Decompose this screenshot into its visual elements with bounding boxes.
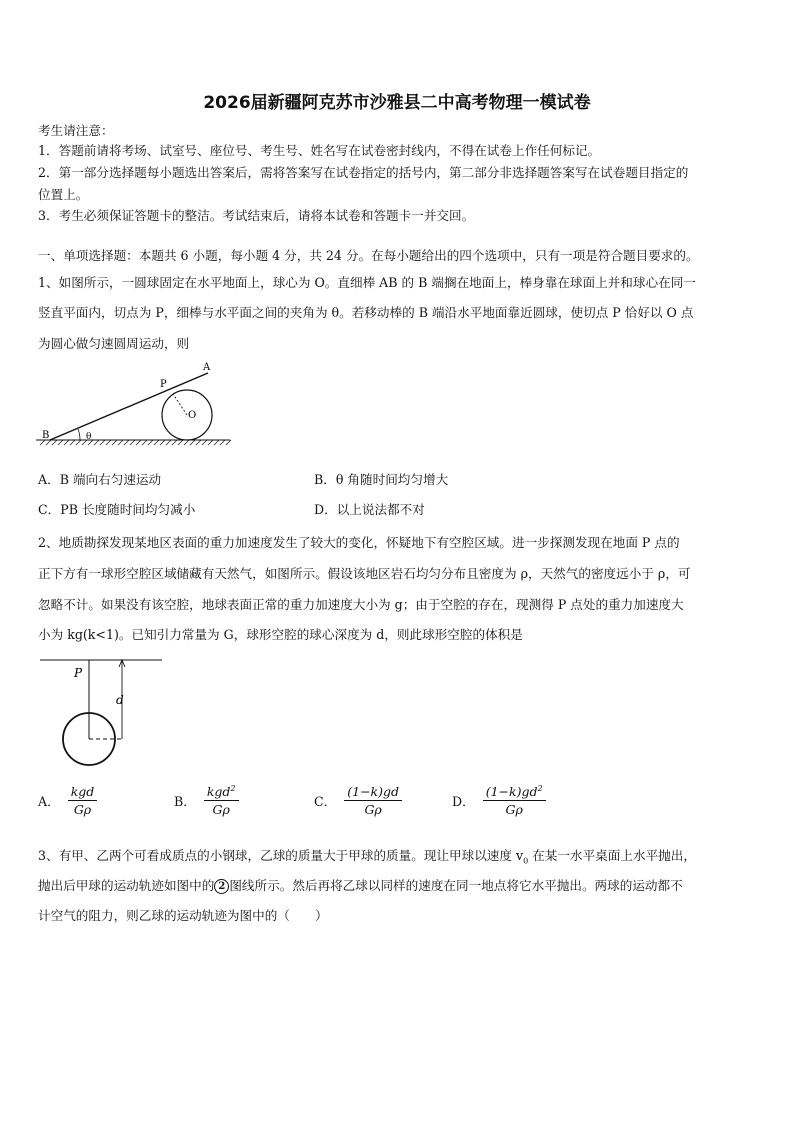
label-theta: θ — [86, 432, 92, 442]
question-1-text: 为圆心做匀速圆周运动，则 — [38, 336, 190, 351]
label-b: B — [42, 430, 50, 441]
label-d: d — [116, 693, 124, 707]
notice-heading: 考生请注意： — [38, 123, 114, 138]
question-1-option-b: B．θ 角随时间均匀增大 — [314, 472, 449, 487]
question-1-option-c: C．PB 长度随时间均匀减小 — [38, 502, 196, 517]
question-1-text: 竖直平面内，切点为 P，细棒与水平面之间的夹角为 θ。若移动棒的 B 端沿水平地面靠近圆球，使切点 P 恰好以 O 点 — [38, 305, 694, 320]
notice-line: 3．考生必须保证答题卡的整洁。考试结束后，请将本试卷和答题卡一并交回。 — [38, 208, 475, 223]
circled-number: 2 — [214, 879, 229, 894]
label-p: P — [160, 379, 167, 390]
page-title: 2026届新疆阿克苏市沙雅县二中高考物理一模试卷 — [203, 93, 591, 113]
question-1-option-a: A．B 端向右匀速运动 — [38, 472, 162, 487]
question-2-text: 2、地质勘探发现某地区表面的重力加速度发生了较大的变化，怀疑地下有空腔区域。进一步探测发现在地面 P 点的 — [38, 535, 680, 550]
question-2-figure — [36, 652, 171, 772]
question-2-option-d: D． $\frac{(1-k)gd^2}{G\rho}$ — [452, 784, 546, 817]
question-2-option-c: C． $\frac{(1-k)gd}{G\rho}$ — [314, 784, 402, 817]
question-2-option-b: B． $\frac{kgd^2}{G\rho}$ — [174, 784, 239, 817]
notice-line: 位置上。 — [38, 187, 89, 202]
question-3-text: 3、有甲、乙两个可看成质点的小钢球，乙球的质量大于甲球的质量。现让甲球以速度 $v_0$ 在某一水平桌面上水平抛出， — [38, 848, 696, 866]
section-heading: 一、单项选择题：本题共 6 小题，每小题 4 分，共 24 分。在每小题给出的四个选项中，只有一项是符合题目要求的。 — [38, 248, 699, 263]
question-1-figure — [36, 358, 236, 453]
rod-ab-shape — [50, 373, 208, 440]
question-2-text: 小为 kg(k<1)。已知引力常量为 G，球形空腔的球心深度为 d，则此球形空腔的体积是 — [38, 627, 523, 642]
question-1-option-d: D．以上说法都不对 — [314, 502, 425, 517]
question-3-text: 抛出后甲球的运动轨迹如图中的 2 图线所示。然后再将乙球以同样的速度在同一地点将它水平抛出。两球的运动都不 — [38, 878, 683, 893]
notice-line: 2．第一部分选择题每小题选出答案后，需将答案写在试卷指定的括号内，第二部分非选择题答案写在试卷题目指定的 — [38, 165, 689, 180]
label-p: P — [74, 666, 83, 680]
label-a: A — [203, 362, 211, 373]
question-2-option-a: A． $\frac{\text{kgd}}{G\rho}$ — [38, 784, 97, 817]
question-1-text: 1、如图所示，一圆球固定在水平地面上，球心为 O。直细棒 AB 的 B 端搁在地面上，棒身靠在球面上并和球心在同一 — [38, 275, 696, 290]
notice-line: 1．答题前请将考场、试室号、座位号、考生号、姓名写在试卷密封线内，不得在试卷上作任何标记。 — [38, 143, 601, 158]
question-2-text: 忽略不计。如果没有该空腔，地球表面正常的重力加速度大小为 g；由于空腔的存在，现测得 P 点处的重力加速度大 — [38, 597, 684, 612]
question-3-text: 计空气的阻力，则乙球的运动轨迹为图中的（ ） — [38, 908, 328, 923]
label-o: O — [188, 410, 197, 421]
question-2-text: 正下方有一球形空腔区域储藏有天然气，如图所示。假设该地区岩石均匀分布且密度为 ρ，天然气的密度远小于 ρ，可 — [38, 566, 691, 581]
